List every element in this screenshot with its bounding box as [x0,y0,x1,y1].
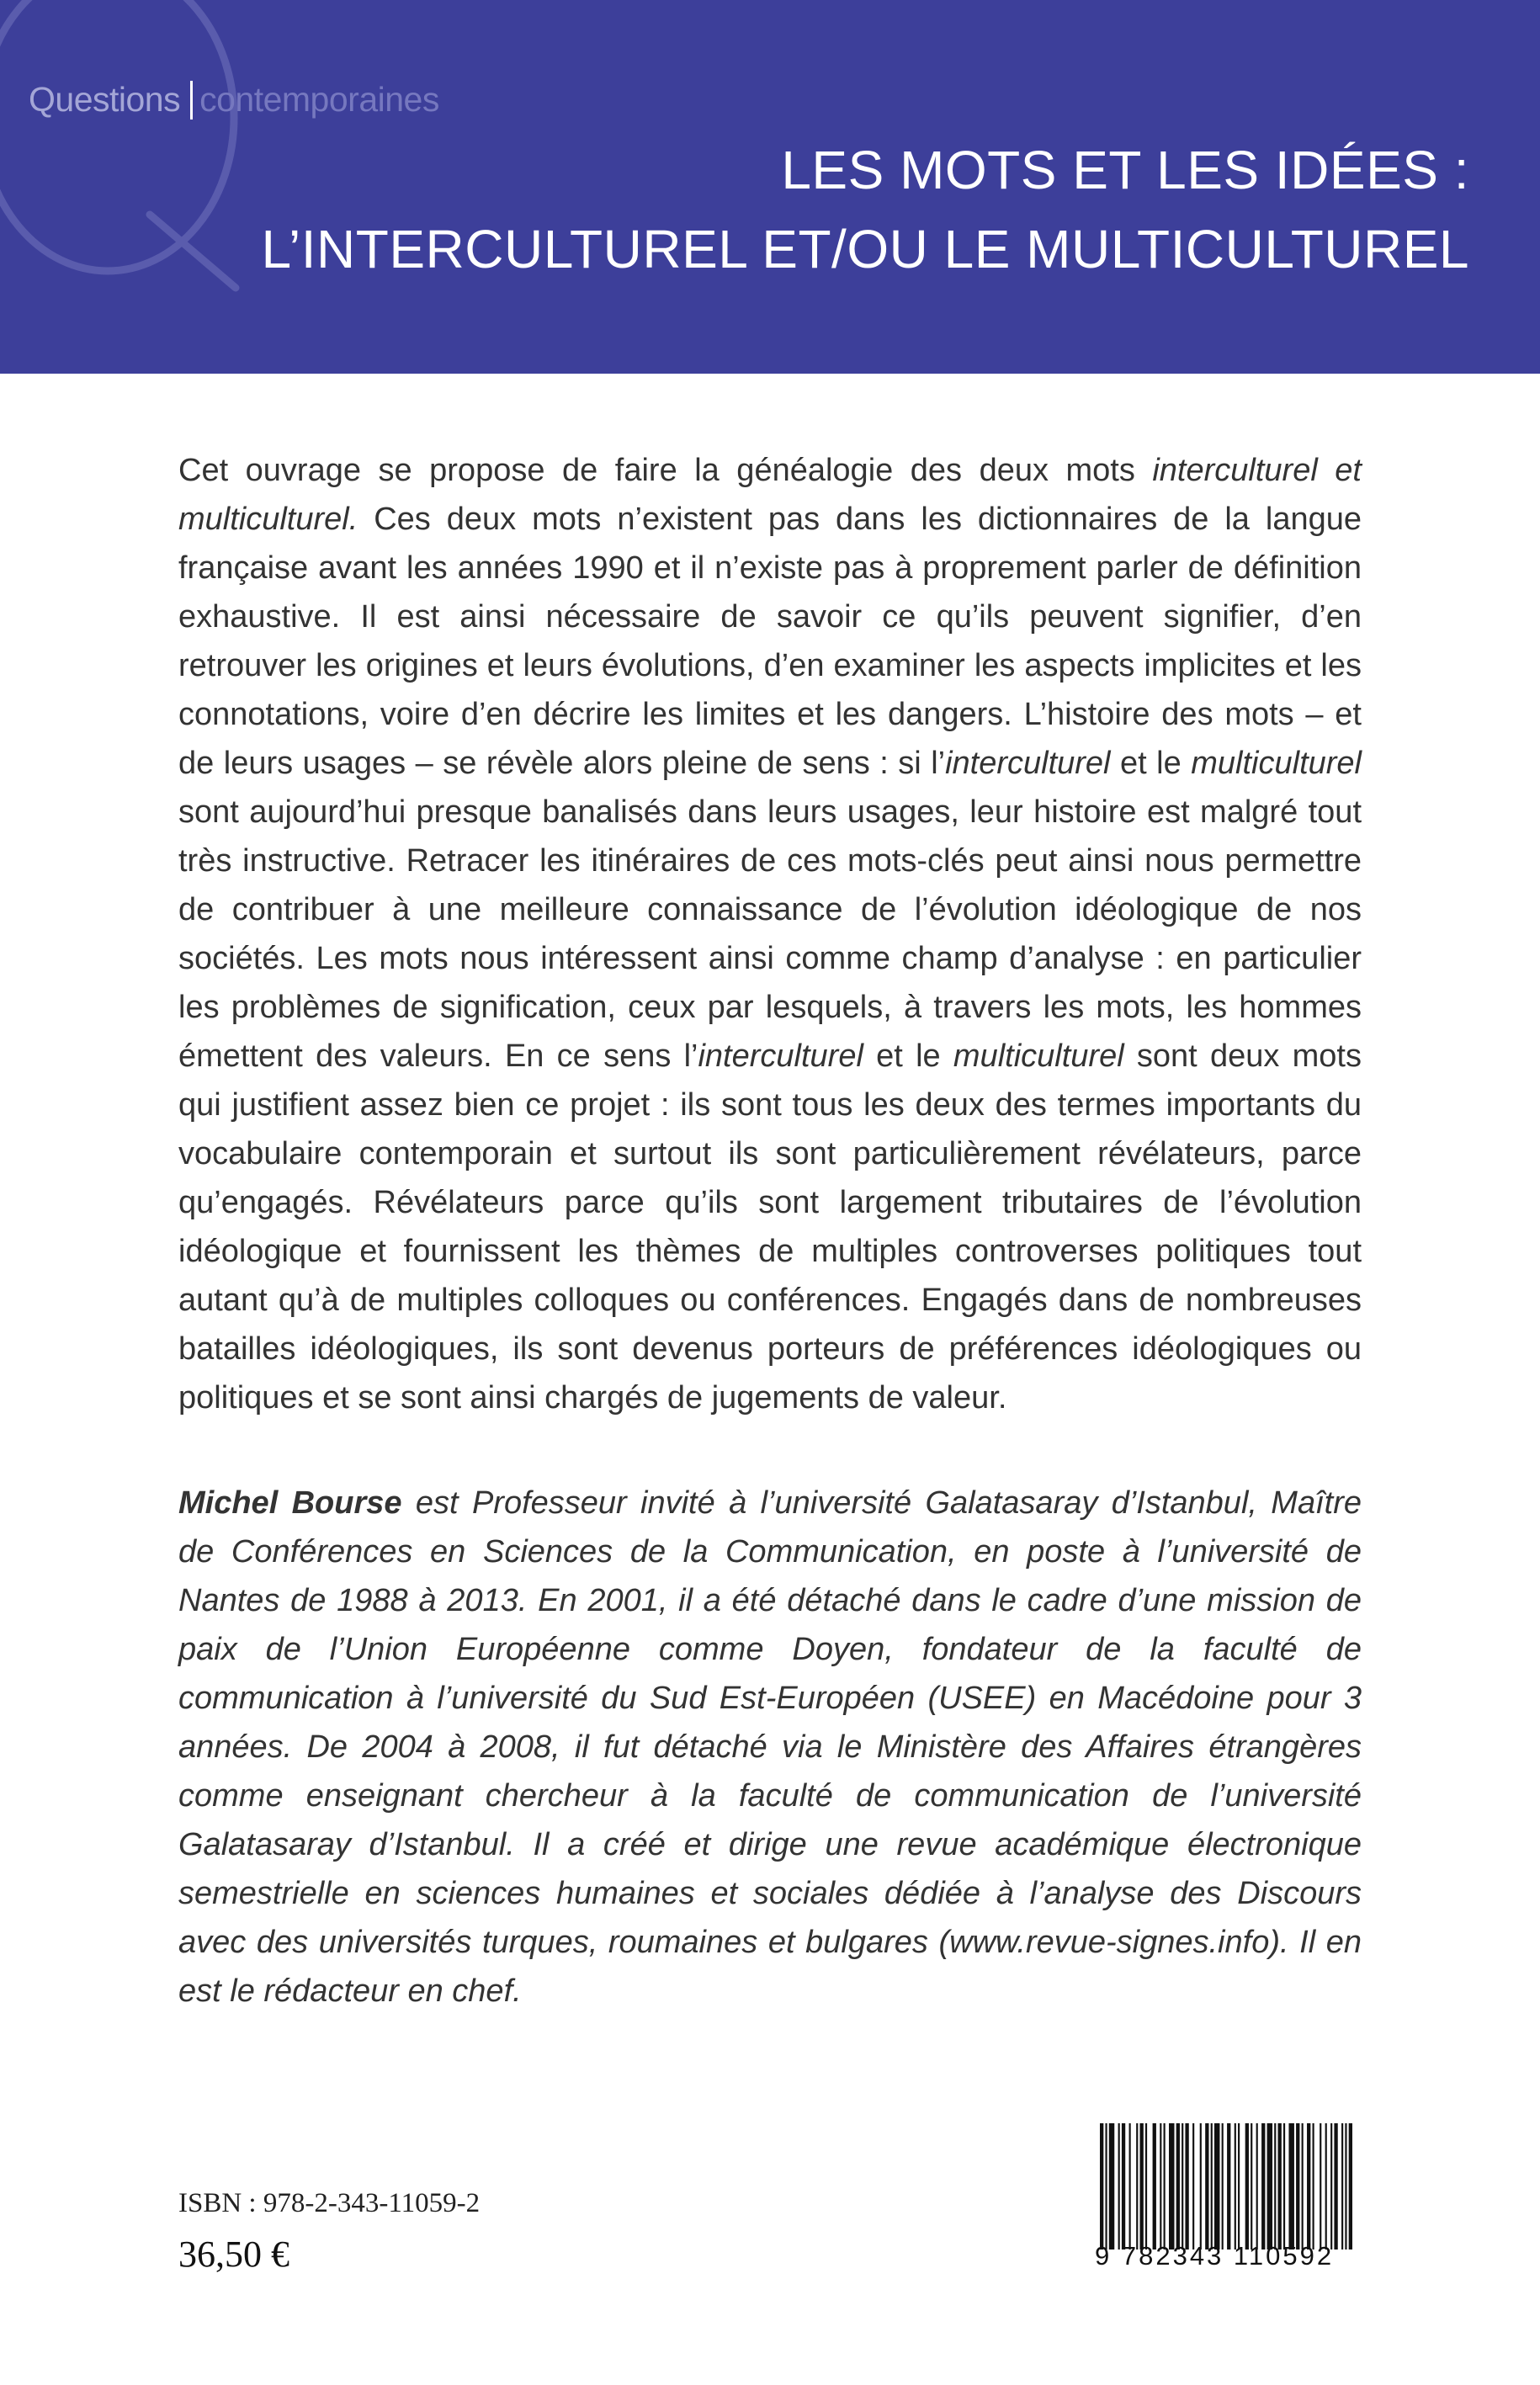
series-q-logo-icon [0,0,251,295]
barcode-bar [1211,2123,1213,2250]
series-separator [190,81,193,120]
barcode-bar [1105,2123,1107,2250]
barcode-bar [1296,2123,1299,2250]
barcode-bar [1192,2123,1194,2250]
book-title-line-1: LES MOTS ET LES IDÉES : [781,140,1469,200]
barcode-bar [1334,2123,1337,2250]
barcode-bar [1313,2123,1314,2250]
description-term: interculturel [945,746,1111,781]
barcode-bar [1278,2123,1282,2250]
barcode-bar [1261,2123,1265,2250]
barcode-bar [1235,2123,1236,2250]
barcode-bar [1145,2123,1147,2250]
description-text: sont deux mots qui justifient assez bien ce projet : ils sont tous les deux des termes importants du vocabulaire contemporain et surtout ils sont particulièrement révélateurs, parce qu’engagés. Révélateurs parce qu’ils sont largement tributaires de l’évolution idéologique et fournissent les thèmes de multiples controverses politiques tout autant qu’à de multiples colloques ou conférences. Engagés dans de nombreuses batailles idéologiques, ils sont devenus porteurs de préférences idéologiques ou politiques et se sont ainsi chargés de jugements de valeur. [178,1038,1362,1416]
barcode-bar [1283,2123,1285,2250]
description-text: Cet ouvrage se propose de faire la généalogie des deux mots [178,453,1153,488]
barcode-bar [1129,2123,1131,2250]
description-text: sont aujourd’hui presque banalisés dans leurs usages, leur histoire est malgré tout très instructive. Retracer les itinéraires de ces mots-clés peut ainsi nous permettre de contribuer à une meilleure connaissance de l’évolution idéologique de nos sociétés. Les mots nous intéressent ainsi comme champ d’analyse : en particulier les problèmes de signification, ceux par lesquels, à travers les mots, les hommes émettent des valeurs. En ce sens l’ [178,794,1362,1074]
isbn: ISBN : 978-2-343-11059-2 [178,2188,481,2218]
barcode-bar [1274,2123,1276,2250]
barcode-bar [1222,2123,1224,2250]
description-term: multiculturel [1191,746,1362,781]
author-bio-text: est Professeur invité à l’université Galatasaray d’Istanbul, Maître de Conférences en Sciences de la Communication, en poste à l’université de Nantes de 1988 à 2013. En 2001, il a été détaché dans le cadre d’une mission de paix de l’Union Européenne comme Doyen, fondateur de la faculté de communication à l’université du Sud Est-Européen (USEE) en Macédoine pour 3 années. De 2004 à 2008, il fut détaché via le Ministère des Affaires étrangères comme enseignant chercheur à la faculté de communication de l’université Galatasaray d’Istanbul. Il a créé et dirige une revue académique électronique semestrielle en sciences humaines et sociales dédiée à l’analyse des Discours avec des universités turques, roumaines et bulgares (www.revue-signes.info). Il en est le rédacteur en chef. [178,1485,1362,2009]
barcode-bar [1200,2123,1202,2250]
description-text: Ces deux mots n’existent pas dans les dictionnaires de la langue française avant les années 1990 et il n’existe pas à proprement parler de définition exhaustive. Il est ainsi nécessaire de savoir ce qu’ils peuvent signifier, d’en retrouver les origines et leurs évolutions, d’en examiner les aspects implicites et les connotations, voire d’en décrire les limites et les dangers. L’histoire des mots – et de leurs usages – se révèle alors pleine de sens : si l’ [178,502,1362,781]
description-text: et le [863,1038,953,1074]
barcode-bar [1349,2123,1352,2250]
description-term: interculturel [698,1038,863,1074]
book-title-line-2: L’INTERCULTUREL ET/OU LE MULTICULTUREL [261,219,1469,279]
barcode-bar [1169,2123,1174,2250]
barcode-bar [1139,2123,1143,2250]
book-description [178,446,1362,1422]
barcode-bar [1341,2123,1343,2250]
barcode-bar [1118,2123,1120,2250]
cover-header [0,0,1540,374]
barcode-bars [1100,2123,1352,2250]
series-name [29,81,439,120]
barcode-digits: 9 782343 110592 [1095,2241,1335,2271]
description-term: multiculturel [953,1038,1124,1074]
barcode-bar [1251,2123,1252,2250]
barcode-bar [1122,2123,1125,2250]
barcode [1088,2115,1357,2283]
barcode-bar [1325,2123,1327,2250]
barcode-bar [1109,2123,1114,2250]
barcode-bar [1164,2123,1166,2250]
barcode-bar [1136,2123,1138,2250]
barcode-bar [1176,2123,1180,2250]
barcode-bar [1160,2123,1161,2250]
barcode-bar [1238,2123,1240,2250]
description-text: et le [1110,746,1192,781]
barcode-bar [1302,2123,1304,2250]
barcode-bar [1267,2123,1272,2250]
barcode-bar [1214,2123,1219,2250]
barcode-bar [1227,2123,1230,2250]
barcode-bar [1288,2123,1293,2250]
barcode-bar [1345,2123,1346,2250]
description-term: interculturel et multiculturel. [178,453,1362,537]
author-bio [178,1479,1362,2016]
barcode-bar [1100,2123,1103,2250]
series-name-word-1: Questions [29,80,181,119]
barcode-bar [1307,2123,1310,2250]
barcode-bar [1256,2123,1258,2250]
barcode-bar [1205,2123,1208,2250]
barcode-bar [1185,2123,1188,2250]
barcode-bar [1245,2123,1249,2250]
barcode-bar [1153,2123,1156,2250]
series-name-word-2: contemporaines [199,80,439,119]
barcode-bar [1320,2123,1321,2250]
author-name: Michel Bourse [178,1485,402,1521]
barcode-bar [1330,2123,1332,2250]
barcode-bar [1182,2123,1183,2250]
price: 36,50 € [178,2234,289,2275]
